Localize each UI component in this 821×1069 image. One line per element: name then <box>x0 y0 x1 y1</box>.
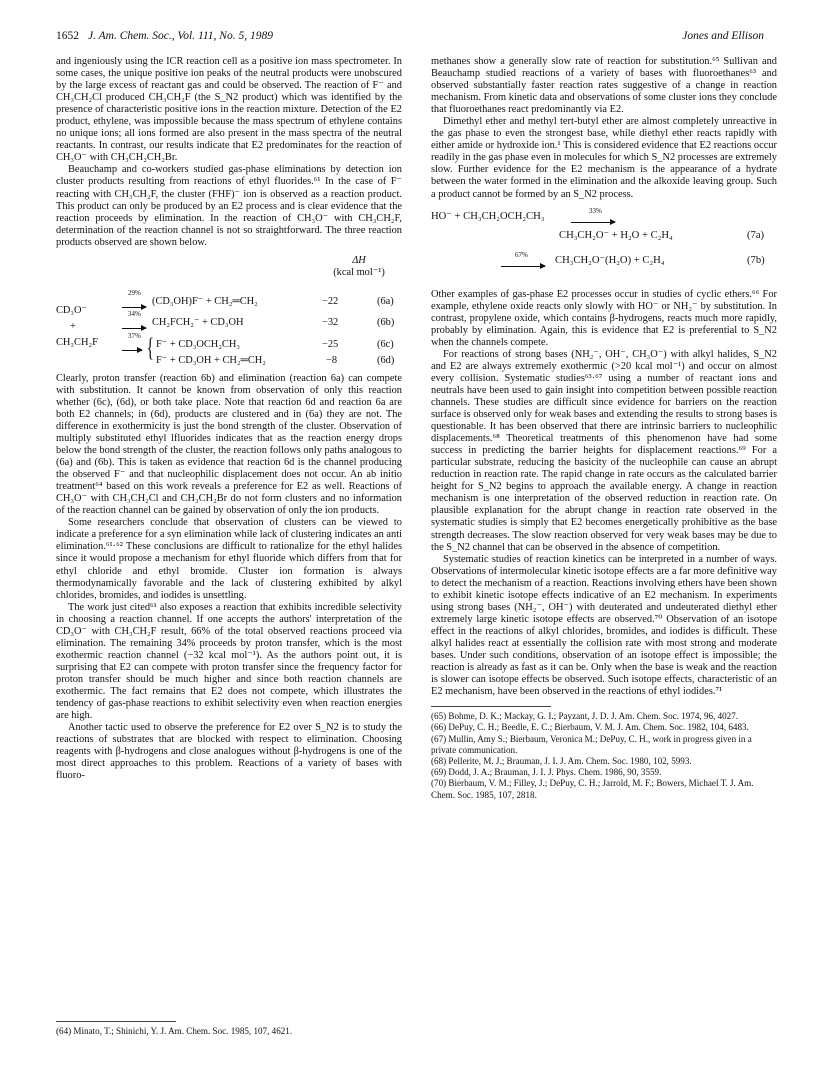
paragraph: Other examples of gas-phase E2 processes occur in studies of cyclic ethers.⁶⁶ For example, ethylene oxide reacts only slowly with HO⁻ or NH₂⁻ by substitution. In contrast, propylene oxide, which contains β-hydrogens, reacts much more rapidly, probably by elimination. Again, this is evidence that E2 is preferential to S_N2 when the channels compete. <box>431 288 777 348</box>
footnote-rule <box>431 706 551 707</box>
footnote-68: (68) Pellerite, M. J.; Brauman, J. I. J. Am. Chem. Soc. 1980, 102, 5993. <box>431 755 692 766</box>
footnote-66: (66) DePuy, C. H.; Beedle, E. C.; Bierbaum, V. M. J. Am. Chem. Soc. 1982, 104, 6483. <box>431 722 749 733</box>
pct-6b: 34% <box>128 309 141 318</box>
footnote-64: (64) Minato, T.; Shinichi, Y. J. Am. Chem. Soc. 1985, 107, 4621. <box>56 1026 293 1036</box>
dh-6a: −22 <box>322 295 339 307</box>
pct-7b: 67% <box>515 250 528 259</box>
eq-label-7b: (7b) <box>747 254 765 266</box>
products-6c: F⁻ + CD₃OCH₂CH₃ <box>156 338 240 350</box>
equation-7 <box>431 205 777 287</box>
paragraph: The work just cited⁶¹ also exposes a reaction that exhibits incredible selectivity in choosing a reaction channel. If one accepts the authors' interpretation of the CD₃O⁻ with CH₃CH₂F result, 66% of the total observed reactions proceed via elimination. The remaining 34% proceeds by proton transfer, which is the most exothermic reaction channel (−32 kcal mol⁻¹). As the authors point out, it is surprising that E2 can compete with proton transfer since the frequency factor for proton transfer should be much higher and since both reaction channels are exothermic. The fact remains that E2 does not compete, which illustrates the tendency of gas-phase reactions to exhibit selectivity even when reaction energies are high. <box>56 601 402 722</box>
products-6a: (CD₃OH)F⁻ + CH₂═CH₂ <box>152 295 258 307</box>
paragraph: Dimethyl ether and methyl tert-butyl ether are almost completely unreactive in the gas phase to even the strongest base, while diethyl ether reacts rapidly with either amide or hydroxide ion.¹ This is considered evidence that E2 reactions occur readily in the gas phase even in molecules for which S_N2 processes are extremely slow. Further evidence for the E2 mechanism is the appearance of a hydrate between the water formed in the elimination and the alkoxide leaving group. Such a product cannot be formed by an S_N2 process. <box>431 116 777 200</box>
right-footnotes <box>431 706 777 801</box>
reaction-scheme-6 <box>56 255 402 373</box>
eq7-reactants: HO⁻ + CH₃CH₂OCH₂CH₃ <box>431 210 545 222</box>
footnote-rule <box>56 1021 176 1022</box>
arrow-7a <box>571 222 615 223</box>
paragraph: For reactions of strong bases (NH₂⁻, OH⁻, CH₃O⁻) with alkyl halides, S_N2 and E2 are always extremely exothermic (>20 kcal mol⁻¹) and occur on almost every collision. Systematic studies⁶³·⁶⁷ using a number of reactant ions and neutrals have been used to gain insight into competition between possible reaction channels. These studies are difficult since evidence for barriers on the reaction surface is observed only for weak bases and extending the results to strong bases is questionable. It has been observed that there are intrinsic barriers to nucleophilic displacements.⁶⁸ Theoretical treatments of this phenomenon have had some success in predicting the barrier heights for displacement reactions.⁶⁹ For a particular substrate, reducing the basicity of the nucleophile can cause an abrupt reduction in reaction rate. The rapid change in rate occurs as the calculated barrier height for S_N2 begins to approach the available energy. A change in reaction mechanism is one interpretation of the observed reduction in reaction rate. On plausible explanation for the abrupt change in reaction rate observed in the systematic studies is simply that E2 becomes energetically prohibitive as the base strength decreases. The slow reaction observed for very weak bases may be due to the S_N2 channel that can be observed in the absence of competition. <box>431 348 777 553</box>
brace-6cd: { <box>146 332 154 362</box>
arrow-6c <box>122 350 142 351</box>
products-7a: CH₃CH₂O⁻ + H₂O + C₂H₄ <box>559 229 673 241</box>
footnote-69: (69) Dodd, J. A.; Brauman, J. I. J. Phys. Chem. 1986, 90, 3559. <box>431 767 662 778</box>
dh-6b: −32 <box>322 316 339 328</box>
arrow-6b <box>122 328 146 329</box>
eq-label-6c: (6c) <box>377 338 394 350</box>
paragraph: methanes show a generally slow rate of reaction for substitution.⁶⁵ Sullivan and Beauchamp studied reactions of a variety of bases with fluoroethanes⁶³ and observed substantially faster reaction rates suggestive of a change in reaction mechanism. From kinetic data and observations of some cluster ions they conclude that fluoroethanes react predominantly via E2. <box>431 56 777 116</box>
paragraph: Beauchamp and co-workers studied gas-phase eliminations by detection ion cluster products resulting from reactions of ethyl fluorides.⁶¹ In the case of F⁻ reacting with CH₃CH₂F, the cluster (FHF)⁻ ion is observed as a reaction product. This product can only be produced by an E2 process and is clear evidence that the reaction proceeds by elimination. In the reaction of CH₃O⁻ with CH₃CH₂F, determination of the reaction channel is not so straightforward. The three reaction products observed are shown below. <box>56 164 402 248</box>
running-authors: Jones and Ellison <box>682 30 764 42</box>
journal-citation: J. Am. Chem. Soc., Vol. 111, No. 5, 1989 <box>88 30 273 42</box>
reactant-ethyl-fluoride: CH₃CH₂F <box>56 336 98 348</box>
eq-label-6a: (6a) <box>377 295 394 307</box>
arrow-7b <box>501 266 545 267</box>
paragraph: Some researchers conclude that observation of clusters can be viewed to indicate a preference for a syn elimination while lack of clustering indicates an anti elimination.⁶¹·⁶² These conclusions are difficult to rationalize for the ethyl halides since it would propose a mechanism for ethyl fluoride which differs from that for ethyl chloride and ethyl bromide. Cluster ion formation is always thermodynamically favorable and the lack of clustering exhibited by alkyl chlorides, bromides, and iodides is unsettling. <box>56 517 402 601</box>
products-7b: CH₃CH₂O⁻(H₂O) + C₂H₄ <box>555 254 665 266</box>
pct-6a: 29% <box>128 288 141 297</box>
pct-7a: 33% <box>589 206 602 215</box>
footnote-65: (65) Bohme, D. K.; Mackay, G. I.; Payzant, J. D. J. Am. Chem. Soc. 1974, 96, 4027. <box>431 711 739 722</box>
dh-6d: −8 <box>326 354 338 366</box>
left-column <box>56 56 402 782</box>
eq-label-7a: (7a) <box>747 229 765 241</box>
footnote-67: (67) Mullin, Amy S.; Bierbaum, Veronica M.; DePuy, C. H., work in progress given in a private communication. <box>431 733 752 755</box>
paragraph: Another tactic used to observe the preference for E2 over S_N2 is to study the reactions of substrates that are blocked with respect to elimination. Choosing reagents with β-hydrogens and close analogues without β-hydrogens is one of the most direct approaches to this problem. Reactions of a variety of bases with fluoro- <box>56 722 402 782</box>
products-6d: F⁻ + CD₃OH + CH₂═CH₂ <box>156 354 266 366</box>
reactant-plus: + <box>70 320 76 332</box>
paragraph: and ingeniously using the ICR reaction cell as a positive ion mass spectrometer. In some cases, the unique positive ion peaks of the neutral products were unobscured by the large excess of reactant gas and could be observed. The reaction of F⁻ and CH₃CH₂Cl produced CH₃CH₂F (the S_N2 product) which was identified by the presence of characteristic positive ions in the reaction mixture. Detection of the E2 product, ethylene, was impossible because the mass spectrum of ethylene contains no unique ions; all ions formed are also present in the mass spectra of the neutral reactants. In contrast, our results indicate that E2 predominates for the reaction of CH₃O⁻ with CH₃CH₂CH₂Br. <box>56 56 402 164</box>
enthalpy-header <box>324 255 394 279</box>
dh-6c: −25 <box>322 338 339 350</box>
page-number: 1652 <box>56 30 79 42</box>
eq-label-6b: (6b) <box>377 316 395 328</box>
left-footnotes <box>56 1021 402 1037</box>
footnote-70: (70) Bierbaum, V. M.; Filley, J.; DePuy, C. H.; Jarrold, M. F.; Bowers, Michael T. J. Am. Chem. Soc. 1985, 107, 2818. <box>431 778 754 800</box>
products-6b: CH₂FCH₂⁻ + CD₃OH <box>152 316 244 328</box>
paragraph: Systematic studies of reaction kinetics can be interpreted in a number of ways. Observations of intermolecular kinetic isotope effects are a far more definitive way to detect the mechanism of a reaction. Reactions involving ethers have been shown to exhibit kinetic isotope effects indicative of an E2 mechanism. In experiments using strong bases (NH₂⁻, OH⁻) with deuterated and undeuterated diethyl ether extremely large kinetic isotope effects are observed.⁷⁰ Observation of an isotope effect in the reactions of alkyl chlorides, bromides, and iodides is difficult. These alkyl halides react at essentially the collision rate with most strong and moderate bases. Under such conditions, observation of an isotope effect is impossible; the reaction is already as fast as it can be. Only when the base is weak and the reaction is slower can isotope effects be observed. Such isotope effects, characteristic of an E2 mechanism, have been observed in the reactions of ethyl iodides.⁷¹ <box>431 553 777 698</box>
eq-label-6d: (6d) <box>377 354 395 366</box>
right-column <box>431 56 777 801</box>
delta-h-units: (kcal mol⁻¹) <box>333 266 385 278</box>
pct-6c: 37% <box>128 331 141 340</box>
paragraph: Clearly, proton transfer (reaction 6b) and elimination (reaction 6a) can compete with substitution. It cannot be known from observation of only this reaction whether (6c), (6d), or both take place. Note that reaction 6d and reaction 6a are both E2 channels; in (6d), products are clustered and in (6a) they are not. The difference in exothermicity is just the bond strength of the cluster. Observation of multiply substituted ethyl lfluorides indicates that as the reaction energy drops below the bond strength of the cluster, the reaction follows only paths analogous to (6a) and (6b). This is taken as evidence that reaction 6d is the channel producing the observed F⁻ and that nucleophilic displacement does not occur. An ab initio treatment⁶⁴ based on this work reveals a preference for E2 as well. Reactions of CH₃O⁻ with CH₃CH₂Cl and CH₃CH₂Br do not form clusters and no information of the reaction channel can be gained by observation of only the ion products. <box>56 372 402 517</box>
delta-h-label: ΔH <box>352 254 366 266</box>
reactant-methoxide: CD₃O⁻ <box>56 304 88 316</box>
